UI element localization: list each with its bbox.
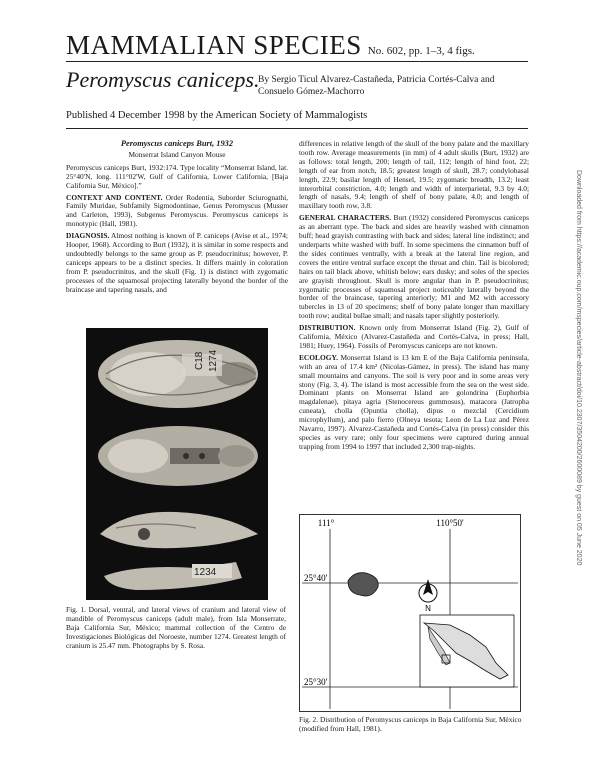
authors: By Sergio Ticul Alvarez-Castañeda, Patricia Cortés-Calva and Consuelo Gómez-Machorro [258,75,495,97]
journal-title [66,30,475,61]
synonymy: Peromyscus caniceps Burt, 1932:174. Type locality “Monserrat Island, lat. 25°40'N, long. 111°02'W, Gulf of California, Lower California, [Baja California Sur, México].” [66,162,288,190]
characters-paragraph [299,214,529,321]
download-stamp [571,170,585,600]
ecology-paragraph [299,354,529,452]
characters-text: Burt (1932) considered Peromyscus caniceps as an aberrant type. The back and sides are heavily washed with cinnamon buff; head grayish contrasting with back and sides; lateral line indistinct; and underparts white washed with buff. In some specimens the cinnamon buff of the sides continues ventrally, with a break at the lateral line region, and covers the entire ventral surface except the throat and chin. Tail is bicolored; hairs on tail black above, whitish below; ears dusky; and soles of the species are grayish throughout. Skull is more angular than in P. pseudocrinitus; zygomatic processes of squamosal project noticeably laterally beyond the border of the braincase, tapering anteriorly; M1 and M2 with accessory tubercles in 13 of 20 specimens; shelf of bony palate longer than maxillary tooth row; audital bullae small; and nasals taper slightly posteriorly. [299,213,529,321]
skull-label-2: 1274 [208,349,219,372]
skull-dorsal-view [98,340,258,408]
header-rule [66,61,528,62]
skull-photo-illustration [86,328,268,600]
lon-label-1: 111° [317,518,335,528]
publication-line: Published 4 December 1998 by the American Society of Mammalogists [66,110,368,121]
lon-label-2: 110°50' [436,518,464,528]
distribution-text: Known only from Monserrat Island (Fig. 2), Gulf of California, México (Alvarez-Castañeda and Cortés-Calva, in press; Hall, 1981; Huey, 1964). Fossils of Peromyscus caniceps are not known. [299,323,529,350]
ecology-heading: ECOLOGY. [299,352,338,362]
common-name: Monserrat Island Canyon Mouse [128,149,226,159]
context-heading: CONTEXT AND CONTENT. [66,192,163,202]
species-title: Peromyscus caniceps. [66,67,260,92]
characters-heading: GENERAL CHARACTERS. [299,213,392,223]
fig1-caption: Fig. 1. Dorsal, ventral, and lateral views of cranium and lateral view of mandible of Peromyscus caniceps (adult male), from Isla Monserrate, Baja California Sur, México; mammal collection of the Centro de Investigaciones Biológicas del Noroeste, number 1274. Greatest length of cranium is 25.47 mm. Photographs by S. Rosa. [66,605,286,650]
issue-info: No. 602, pp. 1–3, 4 figs. [367,45,475,57]
north-arrow [419,579,437,613]
skull-photo [86,328,268,600]
monserrat-island [348,573,378,596]
published-rule [66,128,528,129]
north-label: N [425,604,431,613]
diagnosis-text: Almost nothing is known of P. caniceps (Avise et al., 1974; Hooper, 1968). According to Burt (1932), it is similar in some respects and undoubtedly belongs to the same group as P. pseudocrinitus; however, P. caniceps appears to be a distinct species. It differs mainly in coloration from P. pseudocrinitus, and the skull (Fig. 1) is distinct with zygomatic processes of the squamosal projecting laterally beyond the border of the braincase and tapering nasals, and [66,231,288,294]
diagnosis-paragraph [66,232,288,294]
distribution-paragraph [299,324,529,351]
journal-name: MAMMALIAN SPECIES [66,30,362,60]
lat-label-1: 25°40' [304,573,328,583]
species-heading: Peromyscus caniceps Burt, 1932 [120,139,234,148]
measurements-paragraph: differences in relative length of the skull of the bony palate and the maxillary tooth row. Average measurements (in mm) of 4 adult skulls (Burt, 1932) are as follows: total length, 200; length of tail, 112; length of hind foot, 22; length of ear from notch, 18.5; greatest length of skull, 28.7; condylobasal length, 22.9; basilar length of Hensel, 19.5; zygomatic breadth, 13.2; least interorbital constriction, 4.0; length and width of interparietal, 9.3 by 4.0; length of nasals, 9.4; length of shelf of bony palate, 4.0; and length of maxillary tooth row, 3.8. [299,139,529,211]
mexico-inset-map [420,615,514,687]
skull-label-3: 1234 [194,567,217,578]
left-column [66,140,288,298]
context-paragraph [66,194,288,230]
distribution-heading: DISTRIBUTION. [299,323,356,333]
skull-label-1: C18 [194,351,205,370]
lat-label-2: 25°30' [304,677,328,687]
context-text: Order Rodentia, Suborder Sciurognathi, Family Muridae, Subfamily Sigmodontinae, Genus Peromyscus (Musser and Carleton, 1993), Subgenus Peromyscus. Peromyscus caniceps is monotypic (Hall, 1981). [66,192,288,229]
fig2-caption: Fig. 2. Distribution of Peromyscus caniceps in Baja California Sur, México (modified from Hall, 1981). [299,715,522,733]
skull-ventral-view [98,426,258,486]
download-note: Downloaded from https://academic.oup.com/mspecies/article-abstract/doi/10.2307/3504200/2600089 by guest on 05 June 2020 [575,170,582,566]
diagnosis-heading: DIAGNOSIS. [66,231,110,241]
map-svg [300,515,520,711]
distribution-map [299,514,521,712]
right-column [299,140,529,455]
ecology-text: Monserrat Island is 13 km E of the Baja California peninsula, with an area of 17.4 km² (Nicolas-Gámez, in press). The island has many small mountains and canyons. The soil is very poor and in some areas very stony (Fig. 3, 4). The island is most accessible from the sea on the west side. Dominant plants on Monserrat Island are golondrina (Euphorbia magdalenae), pitaya agria (Stenocereus gummosus), matacora (Jatropha cuneata), cholla (Opuntia cholla), dipus o mezclal (Cercidium microphyllum), and palo fierro (Olneya tesota; Leon de La Luz and Pérez Navarro, 1997). Alvarez-Castañeda and Cortés-Calva (in press) consider this species as very rare; only four specimens were captured during annual trapping from 1994 to 1997 that included 2,300 trap-nights. [299,352,529,451]
